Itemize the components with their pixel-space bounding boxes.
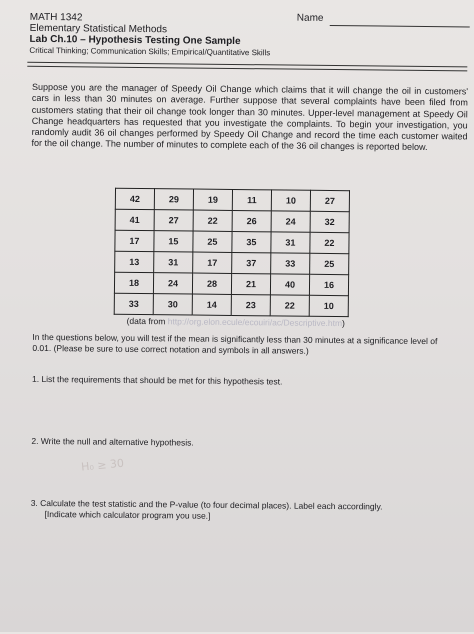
table-cell: 22 [270, 295, 309, 316]
table-cell: 25 [193, 231, 232, 252]
table-cell: 17 [193, 252, 232, 273]
course-title: Elementary Statistical Methods [29, 22, 168, 36]
table-cell: 21 [231, 273, 270, 294]
table-row [114, 272, 348, 295]
table-row [115, 188, 349, 211]
table-cell: 32 [310, 211, 349, 232]
table-cell: 29 [154, 189, 193, 210]
question-2: 2. Write the null and alternative hypothesis. [31, 435, 194, 448]
table-cell: 10 [271, 190, 310, 211]
table-cell: 42 [115, 188, 154, 209]
table-cell: 31 [154, 252, 193, 273]
table-row [114, 293, 348, 316]
table-cell: 11 [232, 189, 271, 210]
skills-line: Critical Thinking; Communication Skills; Empirical/Quantitative Skills [29, 45, 271, 58]
name-line [330, 25, 470, 27]
question-1: 1. List the requirements that should be met for this hypothesis test. [31, 373, 283, 387]
oil-change-data-table [114, 188, 350, 317]
intro-paragraph: Suppose you are the manager of Speedy Oil Change which claims that it will change the oil in customers' cars in less than 30 minutes on average. Further suppose that several complaints have been filed from customers stating that their oil change took longer than 30 minutes. Upper-level management at Speedy Oil Change headquarters has requested that you investigate the complaints. To begin your investigation, you randomly audit 36 oil changes performed by Speedy Oil Change and record the time each customer waited for the oil change. The number of minutes to complete each of the 36 oil changes is reported below. [31, 81, 469, 153]
table-row [115, 251, 349, 274]
table-cell: 23 [231, 294, 270, 315]
table-cell: 35 [232, 231, 271, 252]
table-cell: 15 [154, 231, 193, 252]
data-source-note [127, 316, 345, 328]
table-row [115, 209, 349, 232]
table-cell: 24 [271, 211, 310, 232]
table-cell: 16 [309, 274, 348, 295]
table-cell: 33 [114, 293, 153, 314]
table-cell: 30 [153, 294, 192, 315]
table-cell: 40 [270, 274, 309, 295]
source-suffix: ) [342, 318, 345, 329]
table-cell: 22 [310, 232, 349, 253]
table-cell: 37 [232, 252, 271, 273]
table-cell: 24 [153, 273, 192, 294]
table-cell: 17 [115, 230, 154, 251]
course-number: MATH 1342 [29, 11, 83, 24]
table-cell: 27 [154, 210, 193, 231]
table-cell: 26 [232, 210, 271, 231]
instructions-paragraph: In the questions below, you will test if the mean is significantly less than 30 minutes at a significance level of 0.01. (Please be sure to use correct notation and symbols in all answers.) [32, 331, 438, 356]
lab-title: Lab Ch.10 – Hypothesis Testing One Sample [29, 33, 241, 48]
table-cell: 22 [193, 210, 232, 231]
table-cell: 13 [115, 251, 154, 272]
source-url: http://org.elon.ecule/ecouiri/ac/Descriptive.htm [167, 316, 343, 329]
table-cell: 27 [310, 190, 349, 211]
worksheet-header [29, 12, 270, 59]
question-3 [31, 498, 441, 524]
source-prefix: (data from [126, 315, 168, 327]
table-cell: 14 [192, 294, 231, 315]
pencil-handwriting: H₀ ≥ 30 [80, 456, 125, 474]
table-row [115, 230, 349, 253]
table-cell: 19 [193, 189, 232, 210]
question-3-line-2: [Indicate which calculator program you use.] [44, 509, 211, 521]
table-cell: 31 [271, 232, 310, 253]
question-3-line-1: 3. Calculate the test statistic and the P-value (to four decimal places). Label each accordingly. [30, 497, 383, 512]
table-cell: 33 [271, 253, 310, 274]
table-cell: 28 [192, 273, 231, 294]
table-cell: 41 [115, 209, 154, 230]
name-label: Name [296, 12, 324, 24]
table-cell: 25 [310, 253, 349, 274]
table-cell: 18 [114, 272, 153, 293]
table-cell: 10 [309, 295, 348, 316]
